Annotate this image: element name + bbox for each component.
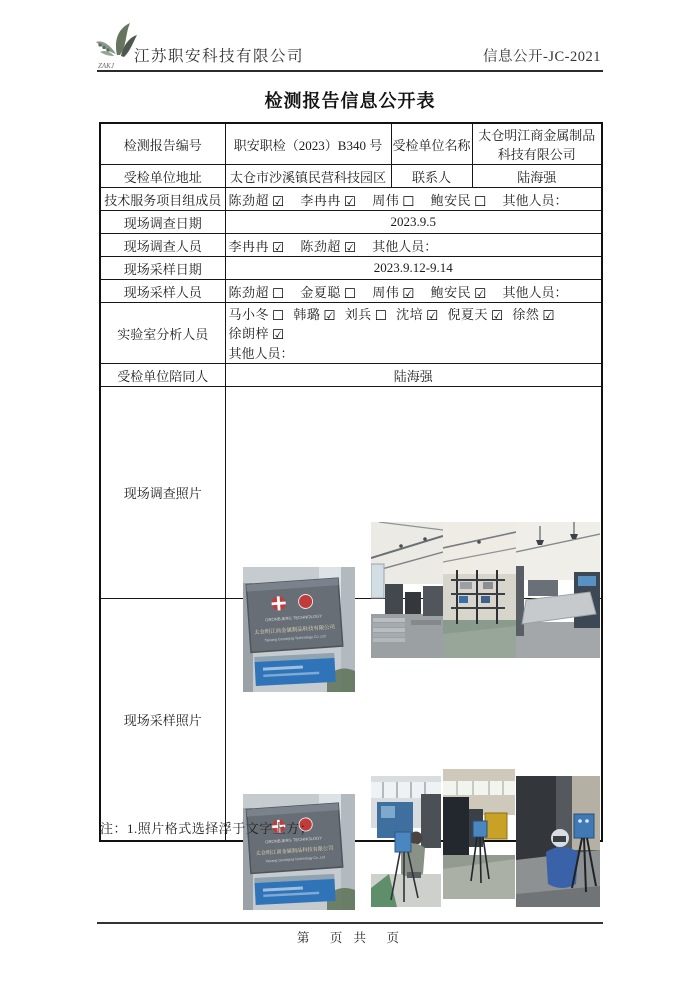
photo-workshop-interior-3: [516, 522, 600, 658]
member: 徐朗梓 ☑: [228, 326, 285, 343]
other-staff-label: 其他人员：: [502, 284, 568, 300]
photo-company-sign: [243, 794, 355, 910]
row-sampling-staff: [100, 280, 602, 303]
checkbox-unchecked-icon: ☐: [272, 308, 285, 324]
report-number-label: 检测报告编号: [100, 123, 225, 165]
survey-date-value: 2023.9.5: [225, 211, 602, 234]
photo-company-sign: [243, 567, 355, 692]
sampling-staff-label: 现场采样人员: [100, 280, 225, 303]
member: 金夏聪 ☐: [300, 284, 356, 302]
header-divider: [97, 70, 603, 72]
sampling-photos-label: 现场采样照片: [100, 599, 225, 841]
footnote: 注：1.照片格式选择浮于文字上方；: [100, 821, 314, 836]
sign-brand-text: GRONBJERG TECHNOLOGY: [264, 835, 322, 845]
other-staff-label: 其他人员：: [228, 346, 294, 361]
member: 倪夏天 ☑: [447, 307, 504, 324]
row-survey-staff: [100, 234, 602, 257]
survey-staff-label: 现场调查人员: [100, 234, 225, 257]
sampling-staff-members: [225, 280, 602, 303]
disclosure-table: [99, 122, 603, 864]
survey-date-label: 现场调查日期: [100, 211, 225, 234]
sampling-date-value: 2023.9.12-9.14: [225, 257, 602, 280]
tech-team-members: [225, 188, 602, 211]
member: 李冉冉 ☑: [300, 192, 356, 210]
member: 马小冬 ☐: [228, 307, 285, 324]
escort-label: 受检单位陪同人: [100, 364, 225, 387]
address-value: 太仓市沙溪镇民营科技园区: [225, 165, 391, 188]
member: 鲍安民 ☐: [430, 192, 487, 210]
checkbox-checked-icon: ☑: [323, 308, 336, 324]
checkbox-checked-icon: ☑: [491, 308, 504, 324]
member: 刘兵 ☐: [344, 307, 387, 324]
sign-company-cn: 太仓明江商金属制品科技有限公司: [253, 624, 335, 636]
row-sampling-date: [100, 257, 602, 280]
member: 周伟 ☑: [372, 284, 415, 302]
footer-divider: [97, 922, 603, 924]
row-escort: [100, 364, 602, 387]
checkbox-checked-icon: ☑: [272, 193, 285, 210]
survey-staff-members: [225, 234, 602, 257]
page-title: 检测报告信息公开表: [264, 91, 436, 111]
row-lab-staff: [100, 303, 602, 364]
escort-value: 陆海强: [225, 364, 602, 387]
member: 李冉冉 ☑: [228, 238, 285, 256]
photo-sampling-worker-1: [371, 776, 441, 907]
member: 沈培 ☑: [396, 307, 439, 324]
page-number-footer: 第 页 共 页: [296, 931, 404, 945]
checkbox-unchecked-icon: ☐: [374, 308, 387, 324]
sign-company-en: Taicang Gronbjerg Technology Co.,Ltd: [264, 855, 325, 864]
contact-label: 联系人: [391, 165, 472, 188]
row-report-number: [100, 123, 602, 165]
survey-photos-cell: [225, 387, 602, 642]
member: 韩璐 ☑: [293, 307, 336, 324]
checkbox-unchecked-icon: ☐: [272, 285, 285, 302]
member: 鲍安民 ☑: [430, 284, 487, 302]
checkbox-checked-icon: ☑: [343, 239, 356, 256]
member: 周伟 ☐: [372, 192, 415, 210]
sign-brand-text: GRONBJERG TECHNOLOGY: [264, 612, 322, 622]
company-logo-icon: [94, 23, 138, 71]
contact-value: 陆海强: [472, 165, 602, 188]
logo-text: ZAKJ: [98, 62, 114, 70]
row-address: [100, 165, 602, 188]
inspected-unit-name-value: 太仓明江商金属制品科技有限公司: [472, 123, 602, 165]
other-staff-label: 其他人员：: [502, 192, 568, 208]
company-name: 江苏职安科技有限公司: [134, 48, 305, 65]
report-number-value: 职安职检（2023）B340 号: [225, 123, 391, 165]
checkbox-unchecked-icon: ☐: [402, 193, 415, 210]
photo-welder-sampling: [516, 776, 600, 907]
lab-staff-label: 实验室分析人员: [100, 303, 225, 364]
inspected-unit-name-label: 受检单位名称: [391, 123, 472, 165]
row-tech-team: [100, 188, 602, 211]
photo-sampling-workshop: [443, 769, 515, 899]
member: 陈劲超 ☑: [228, 192, 285, 210]
sign-company-cn: 太仓明江商金属制品科技有限公司: [254, 845, 334, 858]
member: 陈劲超 ☑: [300, 238, 356, 256]
checkbox-unchecked-icon: ☐: [343, 285, 356, 302]
address-label: 受检单位地址: [100, 165, 225, 188]
sign-company-en: Taicang Gronbjerg Technology Co.,Ltd: [264, 633, 326, 642]
doc-code: 信息公开-JC-2021: [483, 49, 601, 65]
checkbox-checked-icon: ☑: [343, 193, 356, 210]
member: 徐然 ☑: [512, 307, 555, 324]
checkbox-checked-icon: ☑: [474, 285, 487, 302]
photo-workshop-interior-2: [443, 522, 516, 658]
checkbox-checked-icon: ☑: [426, 308, 439, 324]
member: 陈劲超 ☐: [228, 284, 285, 302]
survey-photos-label: 现场调查照片: [100, 387, 225, 599]
row-survey-photos: [100, 387, 602, 599]
lab-staff-members: [225, 303, 602, 364]
tech-team-label: 技术服务项目组成员: [100, 188, 225, 211]
row-survey-date: [100, 211, 602, 234]
checkbox-unchecked-icon: ☐: [474, 193, 487, 210]
checkbox-checked-icon: ☑: [272, 239, 285, 256]
sampling-date-label: 现场采样日期: [100, 257, 225, 280]
checkbox-checked-icon: ☑: [272, 327, 285, 343]
photo-workshop-interior-1: [371, 522, 443, 658]
checkbox-checked-icon: ☑: [402, 285, 415, 302]
checkbox-checked-icon: ☑: [542, 308, 555, 324]
other-staff-label: 其他人员：: [372, 238, 438, 254]
